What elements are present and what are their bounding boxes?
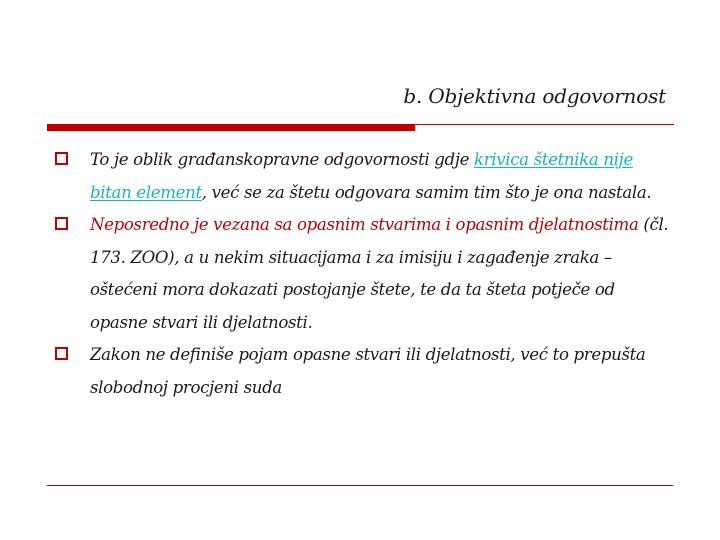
bullet-item-3 (55, 339, 675, 404)
bullet-list (55, 144, 675, 404)
square-bullet-icon (55, 152, 68, 165)
bullet-2-text-after: (čl. 173. ZOO), a u nekim situacijama i za imisiju i zagađenje zraka – oštećeni mora dokazati postojanje štete, te da ta šteta potječe od opasne stvari ili djelatnosti. (90, 215, 669, 332)
bullet-1-text-before: To je oblik građanskopravne odgovornosti gdje (90, 150, 475, 169)
bullet-1-text-after: , već se za štetu odgovara samim tim što je ona nastala. (201, 182, 652, 202)
slide-title: b. Objektivna odgovornost (403, 84, 666, 108)
bullet-item-2 (55, 209, 675, 339)
bullet-item-1 (55, 144, 675, 209)
square-bullet-icon (55, 217, 68, 230)
footer-divider-line (47, 485, 673, 486)
title-divider-accent-bar (47, 124, 415, 131)
bullet-2-highlight: Neposredno je vezana sa opasnim stvarima i opasnim djelatnostima (90, 215, 639, 234)
bullet-3-text: Zakon ne definiše pojam opasne stvari ili djelatnosti, već to prepušta slobodnoj procjeni suda (90, 345, 646, 397)
bullet-1-link[interactable]: krivica štetnika nije bitan element (90, 150, 633, 202)
square-bullet-icon (55, 347, 68, 360)
